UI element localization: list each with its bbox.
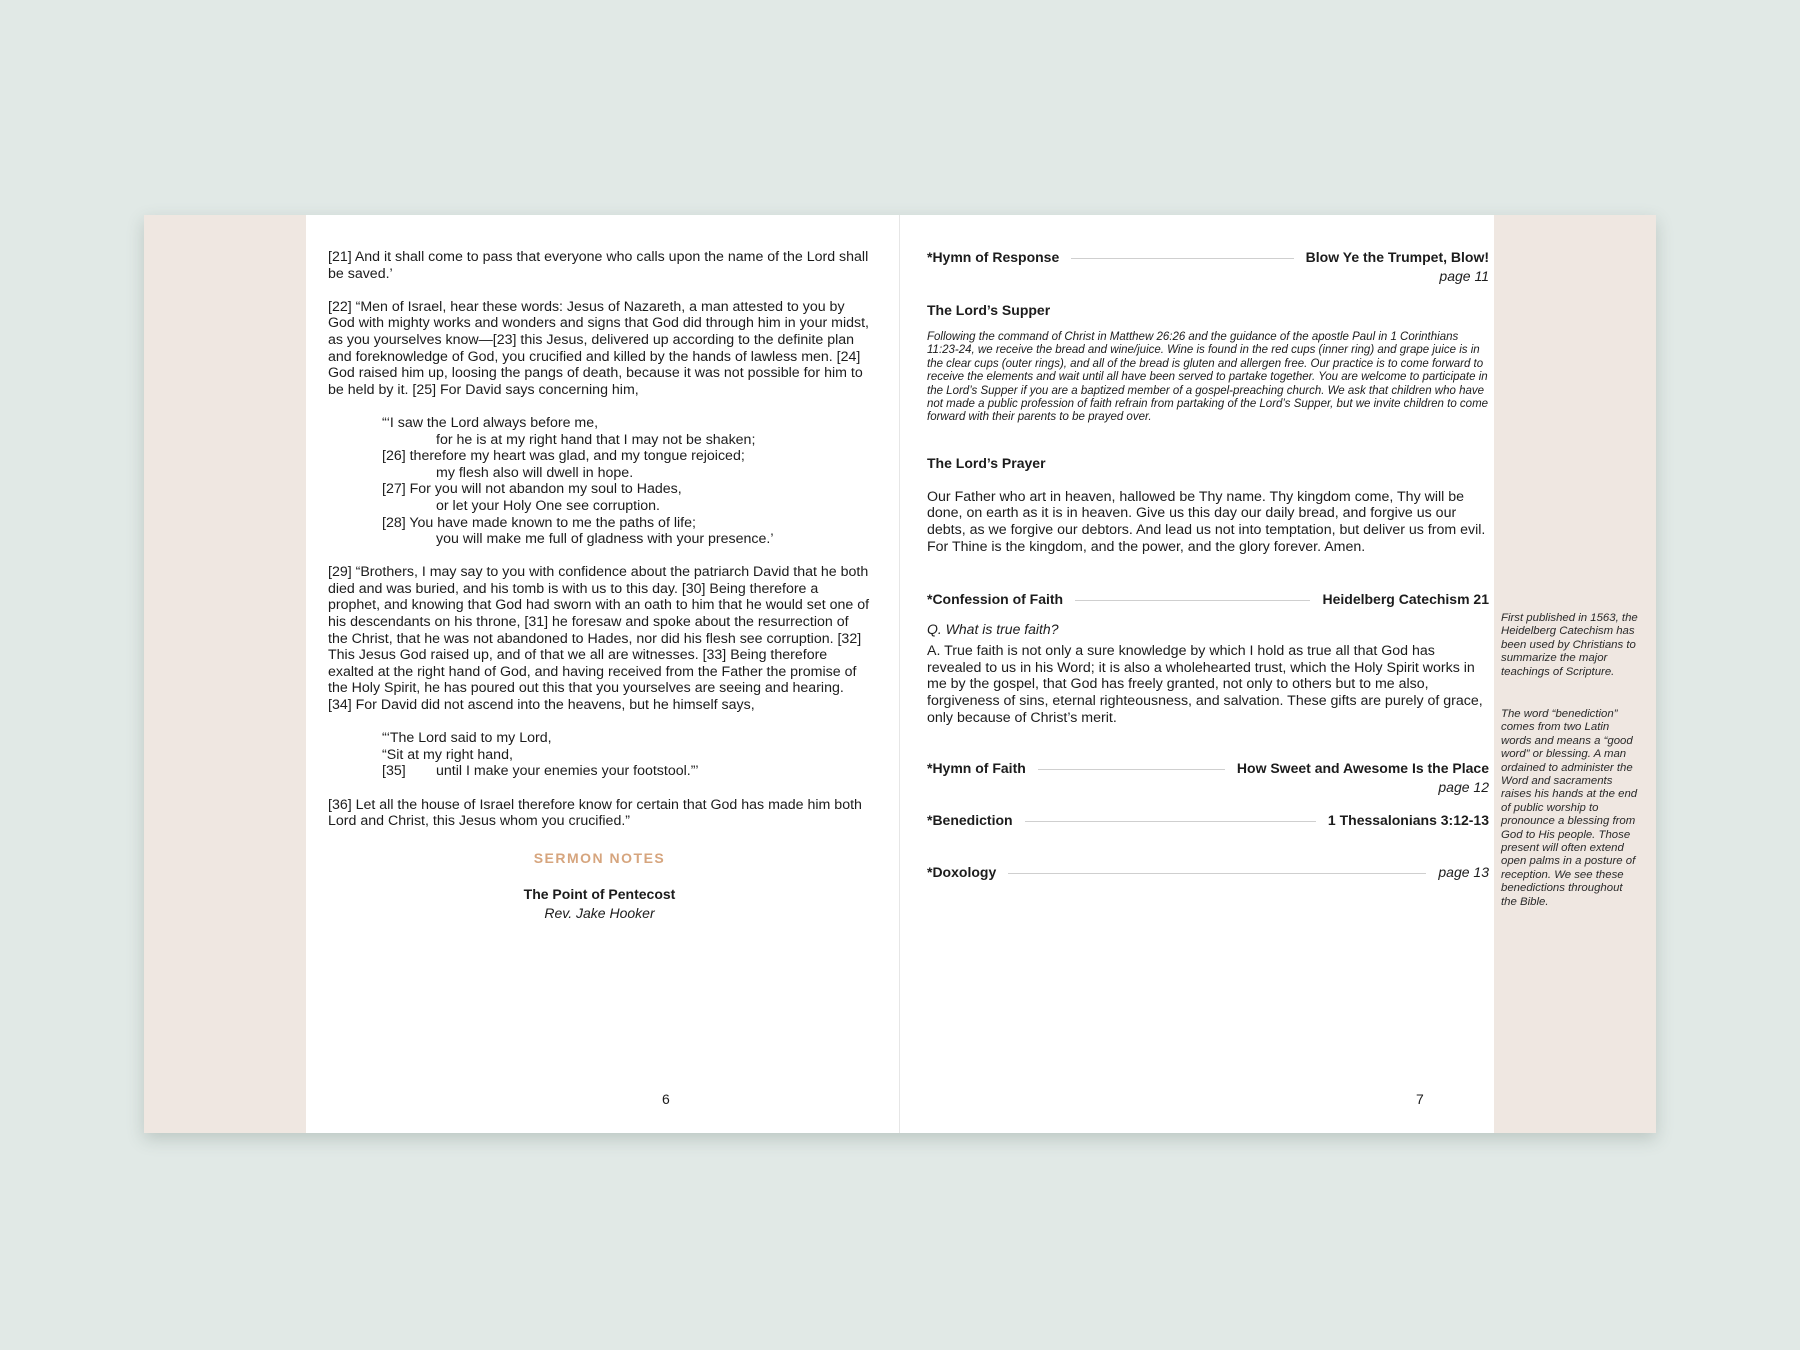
leader-rule xyxy=(1008,873,1426,874)
lords-supper-text: Following the command of Christ in Matthew 26:26 and the guidance of the apostle Paul in 1 Corinthians 11:23-24, we receive the bread and wine/juice. Wine is found in the red cups (inner ring) and grape juice is in the clear cups (outer rings), and all of the bread is gluten and allergen free. Our practice is to come forward to receive the elements and wait until all have been served to partake together. You are welcome to participate in the Lord’s Supper if you are a baptized member of a gospel-preaching church. We ask that children who have not made a public profession of faith refrain from partaking of the Lord’s Supper, but we invite children to come forward with their parents to be prayed over. xyxy=(927,331,1489,424)
poem-line: or let your Holy One see corruption. xyxy=(436,497,660,514)
right-page xyxy=(927,215,1489,1133)
section-heading: The Lord’s Supper xyxy=(927,302,1051,318)
benediction-row xyxy=(927,812,1489,828)
catechism-question: Q. What is true faith? xyxy=(927,621,1059,638)
order-item-value: 1 Thessalonians 3:12-13 xyxy=(1327,812,1489,829)
order-item-value: How Sweet and Awesome Is the Place xyxy=(1236,760,1489,777)
sermon-speaker: Rev. Jake Hooker xyxy=(544,904,655,921)
left-margin-band xyxy=(144,215,306,1133)
order-item-label: *Confession of Faith xyxy=(927,591,1064,608)
verse-number: [35] xyxy=(382,763,406,780)
confession-row xyxy=(927,591,1489,607)
hymn-page-ref: page 12 xyxy=(1438,779,1489,796)
scripture-paragraph: [21] And it shall come to pass that everyone who calls upon the name of the Lord shall be saved.’ xyxy=(328,249,869,282)
poem-line: my flesh also will dwell in hope. xyxy=(436,464,634,481)
leader-rule xyxy=(1025,821,1316,822)
hymn-page-ref: page 11 xyxy=(1439,268,1489,284)
poem-line: “‘The Lord said to my Lord, xyxy=(382,730,552,747)
page-number: 6 xyxy=(662,1091,670,1107)
leader-rule xyxy=(1038,769,1225,770)
poem-line: you will make me full of gladness with your presence.’ xyxy=(436,531,774,548)
scripture-paragraph: [36] Let all the house of Israel therefore know for certain that God has made him both Lord and Christ, this Jesus whom you crucified.” xyxy=(328,796,862,830)
catechism-answer: A. True faith is not only a sure knowledge by which I hold as true all that God has revealed to us in his Word; it is also a wholehearted trust, which the Holy Spirit works in me by the gospel, that God has freely granted, not only to others but to me also, forgiveness of sins, eternal righteousness, and salvation. These gifts are purely of grace, only because of Christ’s merit. xyxy=(927,643,1483,726)
sidenote-heidelberg: First published in 1563, the Heidelberg Catechism has been used by Christians to summarize the major teachings of Scripture. xyxy=(1501,612,1638,678)
doxology-row xyxy=(927,864,1489,880)
sermon-notes-heading: SERMON NOTES xyxy=(533,849,666,866)
scripture-paragraph: [29] “Brothers, I may say to you with confidence about the patriarch David that he both died and was buried, and his tomb is with us to this day. [30] Being therefore a prophet, and knowing that God had sworn with an oath to him that he would set one of his descendants on his throne, [31] he foresaw and spoke about the resurrection of the Christ, that he was not abandoned to Hades, nor did his flesh see corruption. [32] This Jesus God raised up, and of that we all are witnesses. [33] Being therefore exalted at the right hand of God, and having received from the Father the promise of the Holy Spirit, he has poured out this that you yourselves are seeing and hearing. [34] For David did not ascend into the heavens, but he himself says, xyxy=(328,564,870,714)
poem-line: “‘I saw the Lord always before me, xyxy=(382,414,599,431)
poem-line: [28] You have made known to me the paths of life; xyxy=(382,514,696,531)
leader-rule xyxy=(1071,258,1293,259)
scripture-poem xyxy=(328,415,871,548)
gutter-line xyxy=(899,215,900,1133)
poem-line: [26] therefore my heart was glad, and my tongue rejoiced; xyxy=(382,448,745,465)
order-item-label: *Benediction xyxy=(927,812,1013,829)
lords-prayer-text: Our Father who art in heaven, hallowed be Thy name. Thy kingdom come, Thy will be done, on earth as it is in heaven. Give us this day our daily bread, and forgive us our debts, as we forgive our debtors. And lead us not into temptation, but deliver us from evil. For Thine is the kingdom, and the power, and the glory forever. Amen. xyxy=(927,488,1486,555)
page-number: 7 xyxy=(1416,1091,1424,1107)
sidenote-benediction: The word “benediction” comes from two Latin words and means a “good word” or blessing. A man ordained to administer the Word and sacraments raises his hands at the end of public worship to pronounce a blessing from God to His people. Those present will often extend open palms in a posture of reception. We see these benedictions throughout the Bible. xyxy=(1501,708,1638,908)
section-heading: The Lord’s Prayer xyxy=(927,454,1046,471)
order-item-label: *Hymn of Faith xyxy=(927,760,1026,777)
hymn-of-faith-row xyxy=(927,760,1489,776)
poem-line xyxy=(328,763,871,780)
left-page xyxy=(328,215,871,1133)
order-item-value: Blow Ye the Trumpet, Blow! xyxy=(1305,249,1489,265)
scripture-poem xyxy=(328,730,871,780)
order-item-label: *Doxology xyxy=(927,864,997,881)
poem-line: for he is at my right hand that I may not be shaken; xyxy=(436,431,756,448)
bulletin-spread xyxy=(144,215,1656,1133)
order-item-label: *Hymn of Response xyxy=(927,249,1060,265)
order-item-value: Heidelberg Catechism 21 xyxy=(1322,591,1489,608)
sermon-title: The Point of Pentecost xyxy=(523,886,676,903)
hymn-of-response-row xyxy=(927,249,1489,265)
poem-line: [27] For you will not abandon my soul to Hades, xyxy=(382,481,682,498)
poem-line: “Sit at my right hand, xyxy=(382,746,513,763)
leader-rule xyxy=(1075,600,1310,601)
doxology-page-ref: page 13 xyxy=(1438,864,1489,881)
scripture-paragraph: [22] “Men of Israel, hear these words: Jesus of Nazareth, a man attested to you by God with mighty works and wonders and signs that God did through him in your midst, as you yourselves know—[23] this Jesus, delivered up according to the definite plan and foreknowledge of God, you crucified and killed by the hands of lawless men. [24] God raised him up, loosing the pangs of death, because it was not possible for him to be held by it. [25] For David says concerning him, xyxy=(328,298,869,398)
poem-line-text: until I make your enemies your footstool.”’ xyxy=(436,763,699,780)
